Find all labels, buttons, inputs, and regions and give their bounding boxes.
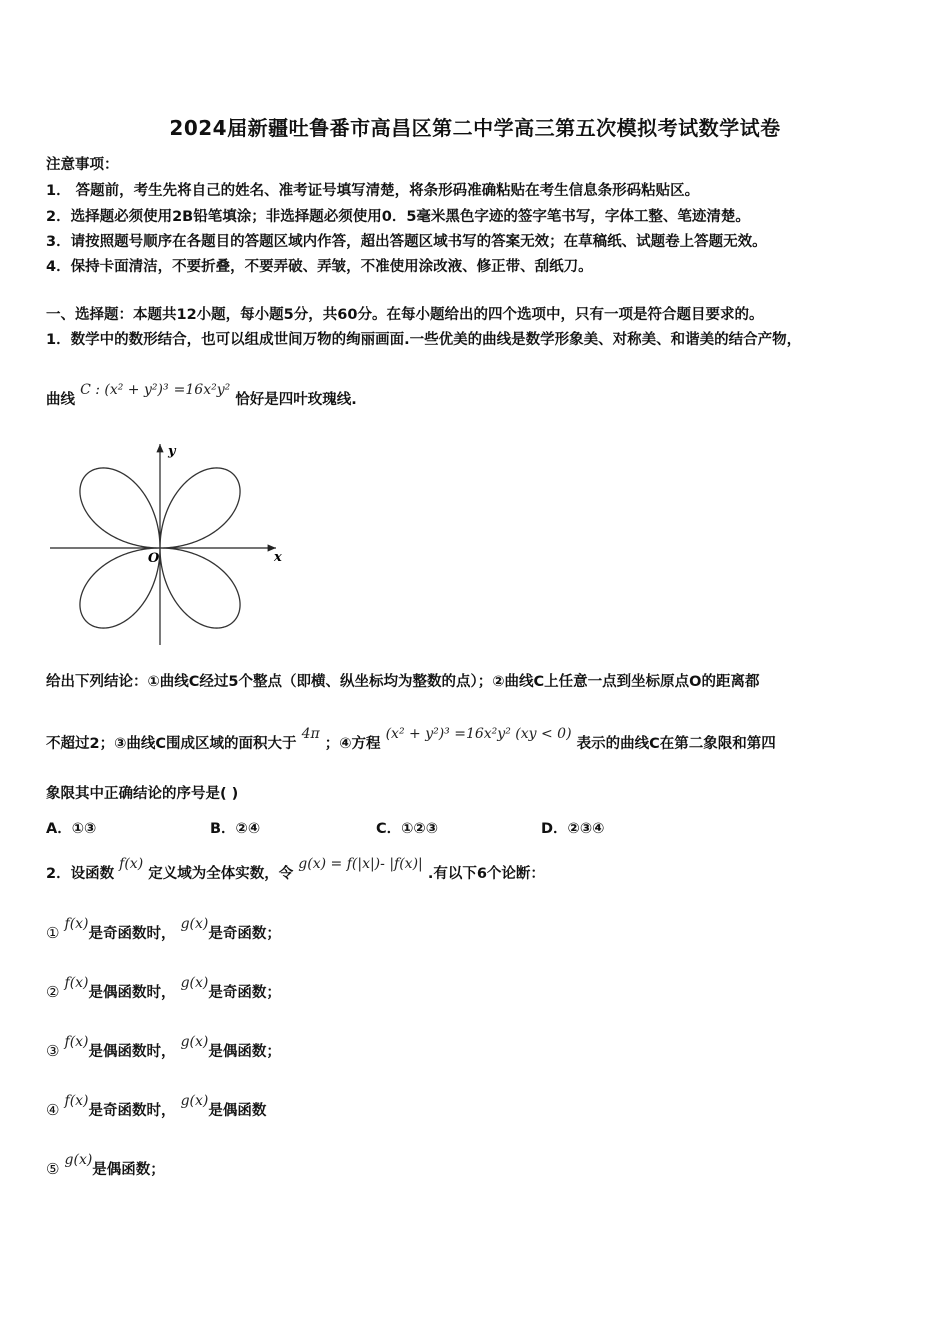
- q2-mid: 定义域为全体实数，令: [148, 866, 294, 882]
- fx-symbol: f(x): [64, 916, 89, 932]
- statement-text: 是偶函数；: [92, 1162, 165, 1178]
- equation-formula: (x² + y²)³ =16x²y² (xy < 0): [385, 726, 572, 742]
- gx-symbol: g(x): [180, 975, 209, 991]
- four-leaf-rose-graph: [46, 440, 296, 650]
- q1-line3-b: ；④方程: [324, 736, 381, 752]
- x-axis-label: x: [274, 550, 282, 565]
- gx-symbol: g(x): [180, 1093, 209, 1109]
- fx-symbol: f(x): [64, 975, 89, 991]
- notice-item: 4．保持卡面清洁，不要折叠，不要弄破、弄皱，不准使用涂改液、修正带、刮纸刀。: [46, 259, 593, 275]
- statement-number: ②: [46, 983, 60, 1001]
- statement-text: 是奇函数时，: [88, 1103, 176, 1119]
- statement-1: [46, 916, 281, 943]
- q1-line3-c: 表示的曲线C在第二象限和第四: [576, 736, 776, 752]
- statement-text: 是奇函数时，: [88, 926, 176, 942]
- q1-line3-a: 不超过2；③曲线C围成区域的面积大于: [46, 736, 297, 752]
- statement-number: ④: [46, 1101, 60, 1119]
- q2-stem: [46, 856, 545, 883]
- statement-text: 是奇函数；: [208, 926, 281, 942]
- q1-line3: [46, 726, 776, 753]
- y-axis-label: y: [168, 444, 176, 459]
- statement-number: ③: [46, 1042, 60, 1060]
- statement-4: [46, 1093, 267, 1120]
- curve-formula-rhs: =16x²y²: [173, 382, 231, 398]
- option-a: A．①③: [46, 821, 97, 837]
- statement-text: 是奇函数；: [208, 985, 281, 1001]
- origin-label: O: [148, 551, 160, 566]
- statement-3: [46, 1034, 281, 1061]
- statement-text: 是偶函数时，: [88, 985, 176, 1001]
- statement-text: 是偶函数；: [208, 1044, 281, 1060]
- q1-curve-line: [46, 382, 357, 409]
- fx-symbol: f(x): [119, 856, 144, 872]
- section-heading: 一、选择题：本题共12小题，每小题5分，共60分。在每小题给出的四个选项中，只有一项是符合题目要求的。: [46, 307, 764, 323]
- gx-symbol: g(x): [180, 1034, 209, 1050]
- statement-text: 是偶函数: [208, 1103, 267, 1119]
- fx-symbol: f(x): [64, 1093, 89, 1109]
- gx-definition: g(x) = f(|x|)- |f(x)|: [298, 856, 423, 872]
- option-d: D．②③④: [541, 821, 605, 837]
- statement-text: 是偶函数时，: [88, 1044, 176, 1060]
- notice-item: 2．选择题必须使用2B铅笔填涂；非选择题必须使用0．5毫米黑色字迹的签字笔书写，字体工整、笔迹清楚。: [46, 209, 750, 225]
- gx-symbol: g(x): [180, 916, 209, 932]
- q1-line2: 给出下列结论：①曲线C经过5个整点（即横、纵坐标均为整数的点）；②曲线C上任意一点到坐标原点O的距离都: [46, 674, 760, 690]
- statement-5: [46, 1152, 165, 1179]
- curve-formula-lhs: C : (x² + y²)³: [80, 382, 169, 398]
- statement-number: ⑤: [46, 1160, 60, 1178]
- notice-item: 3．请按照题号顺序在各题目的答题区域内作答，超出答题区域书写的答案无效；在草稿纸、试题卷上答题无效。: [46, 234, 767, 250]
- fx-symbol: f(x): [64, 1034, 89, 1050]
- page-title: 2024届新疆吐鲁番市高昌区第二中学高三第五次模拟考试数学试卷: [169, 116, 781, 140]
- option-b: B．②④: [210, 821, 261, 837]
- gx-symbol: g(x): [64, 1152, 93, 1168]
- statement-number: ①: [46, 924, 60, 942]
- q2-prefix: 2．设函数: [46, 866, 115, 882]
- notice-item: 1． 答题前，考生先将自己的姓名、准考证号填写清楚，将条形码准确粘贴在考生信息条形码粘贴区。: [46, 183, 700, 199]
- option-c: C．①②③: [376, 821, 438, 837]
- q1-line4: 象限其中正确结论的序号是( ): [46, 786, 239, 802]
- q1-curve-prefix: 曲线: [46, 392, 75, 408]
- area-value: 4π: [301, 726, 320, 742]
- notice-heading: 注意事项：: [46, 157, 119, 173]
- q2-suffix: .有以下6个论断：: [427, 866, 545, 882]
- q1-intro: 1．数学中的数形结合，也可以组成世间万物的绚丽画面.一些优美的曲线是数学形象美、对称美、和谐美的结合产物，: [46, 332, 802, 348]
- q1-curve-suffix: 恰好是四叶玫瑰线.: [235, 392, 357, 408]
- statement-2: [46, 975, 281, 1002]
